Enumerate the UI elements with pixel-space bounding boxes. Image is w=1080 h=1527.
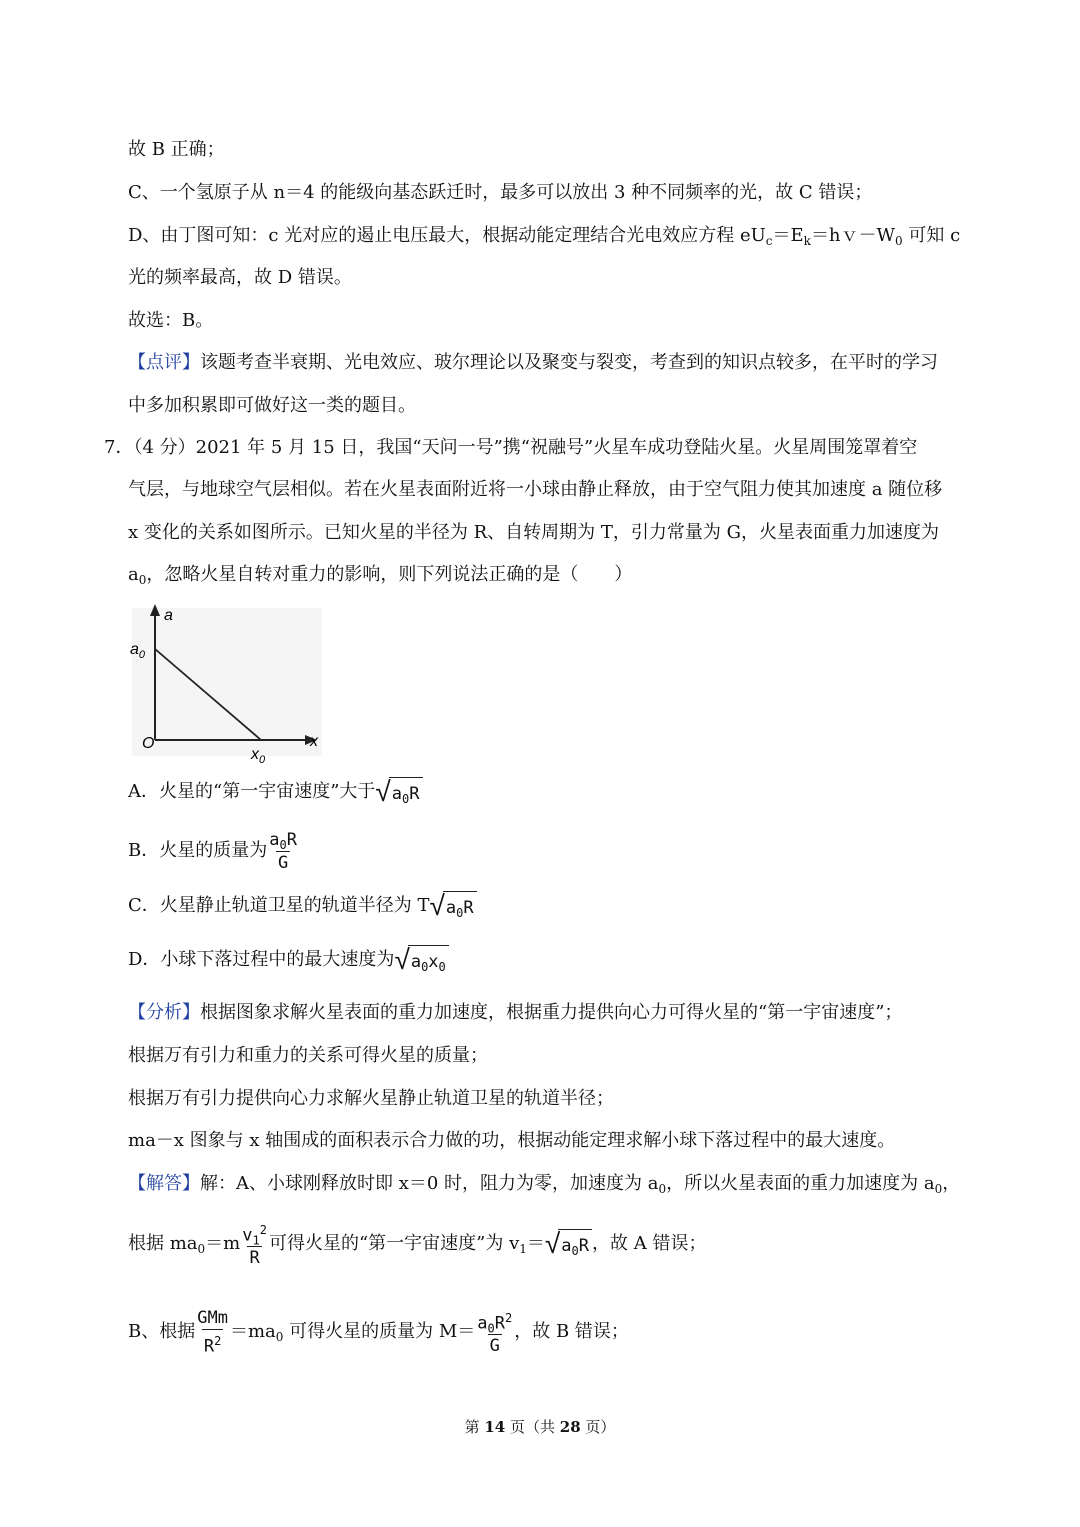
- analysis-line-4: ma－x 图象与 x 轴围成的面积表示合力做的功，根据动能定理求解小球下落过程中的最大速度。: [128, 1130, 896, 1151]
- option-d[interactable]: D．小球下落过程中的最大速度为 √ $a_0x_0$: [128, 940, 449, 980]
- solution-line-3: B、根据 $\frac{\text{GMm}}{R^2}$ $=ma_0$ 可得火星的质量为 M＝ $\frac{a_0R^2}{G}$ ，故 B 错误；: [128, 1307, 629, 1357]
- sqrt-a0r-solution: √ $a_0R$: [545, 1229, 592, 1259]
- prev-answer: 故选：B。: [128, 310, 214, 331]
- y-intercept-label: $a_0$: [130, 641, 146, 661]
- page-total: 28: [559, 1418, 581, 1436]
- solution-line-1: 【解答】解：A、小球刚释放时即 x＝0 时，阻力为零，加速度为 $a_0$，所以火星表面的重力加速度为 $a_0$，: [128, 1173, 961, 1196]
- frac-gmm-over-r2: $\frac{\text{GMm}}{R^2}$: [197, 1307, 228, 1357]
- comment-line-1: 【点评】该题考查半衰期、光电效应、玻尔理论以及聚变与裂变，考查到的知识点较多，在平时的学习: [128, 352, 938, 373]
- x-intercept-label: $x_0$: [251, 746, 266, 765]
- comment-tag: 【点评】: [128, 352, 200, 373]
- page-footer: 第 14 页（共 28 页）: [464, 1418, 616, 1436]
- question-line-1: 7．（4 分）2021 年 5 月 15 日，我国“天问一号”携“祝融号”火星车成功登陆火星。火星周围笼罩着空: [104, 437, 918, 458]
- solution-line-2: 根据 $ma_0=m$ $\frac{v_1^2}{R}$ 可得火星的“第一宇宙速度”为 $v_1=$ √ $a_0R$ ，故 A 错误；: [128, 1212, 706, 1276]
- option-b[interactable]: B．火星的质量为 $\frac{a_0R}{G}$: [128, 829, 297, 873]
- prev-line-d1: D、由丁图可知：c 光对应的遏止电压最大，根据动能定理结合光电效应方程 $eU_c=E_k=hv-W_0$ 可知 c: [128, 225, 961, 248]
- question-line-2: 气层，与地球空气层相似。若在火星表面附近将一小球由静止释放，由于空气阻力使其加速度 a 随位移: [128, 479, 943, 500]
- comment-line-2: 中多加积累即可做好这一类的题目。: [128, 395, 416, 416]
- y-axis-label: a: [164, 607, 173, 624]
- question-line-4: $a_0$，忽略火星自转对重力的影响，则下列说法正确的是（ ）: [128, 564, 633, 587]
- frac-a0r-over-g: $\frac{a_0R}{G}$: [269, 829, 297, 873]
- frac-v1sq-over-r: $\frac{v_1^2}{R}$: [242, 1222, 267, 1269]
- page-number: 14: [484, 1418, 506, 1436]
- analysis-line-2: 根据万有引力和重力的关系可得火星的质量；: [128, 1045, 488, 1066]
- x-axis-label: x: [310, 733, 318, 750]
- question-line-3: x 变化的关系如图所示。已知火星的半径为 R、自转周期为 T，引力常量为 G，火星表面重力加速度为: [128, 522, 939, 543]
- option-c[interactable]: C．火星静止轨道卫星的轨道半径为 T √ $a_0R$: [128, 886, 477, 926]
- prev-line-c: C、一个氢原子从 n＝4 的能级向基态跃迁时，最多可以放出 3 种不同频率的光，故 C 错误；: [128, 182, 873, 203]
- sqrt-a0r: √ $a_0R$: [375, 777, 422, 807]
- analysis-line-1: 【分析】根据图象求解火星表面的重力加速度，根据重力提供向心力可得火星的“第一宇宙速度”；: [128, 1002, 903, 1023]
- solution-tag: 【解答】: [128, 1173, 200, 1194]
- analysis-tag: 【分析】: [128, 1002, 200, 1023]
- sqrt-a0r-c: √ $a_0R$: [430, 891, 477, 921]
- frac-a0r2-over-g: $\frac{a_0R^2}{G}$: [477, 1310, 513, 1357]
- option-a[interactable]: A．火星的“第一宇宙速度”大于 √ $a_0R$: [128, 772, 423, 812]
- origin-label: O: [142, 735, 155, 752]
- sqrt-a0x0: √ $a_0x_0$: [394, 945, 448, 975]
- prev-line-b: 故 B 正确；: [128, 139, 225, 160]
- analysis-line-3: 根据万有引力提供向心力求解火星静止轨道卫星的轨道半径；: [128, 1088, 614, 1109]
- prev-line-d2: 光的频率最高，故 D 错误。: [128, 267, 352, 288]
- a-x-graph: [124, 600, 334, 765]
